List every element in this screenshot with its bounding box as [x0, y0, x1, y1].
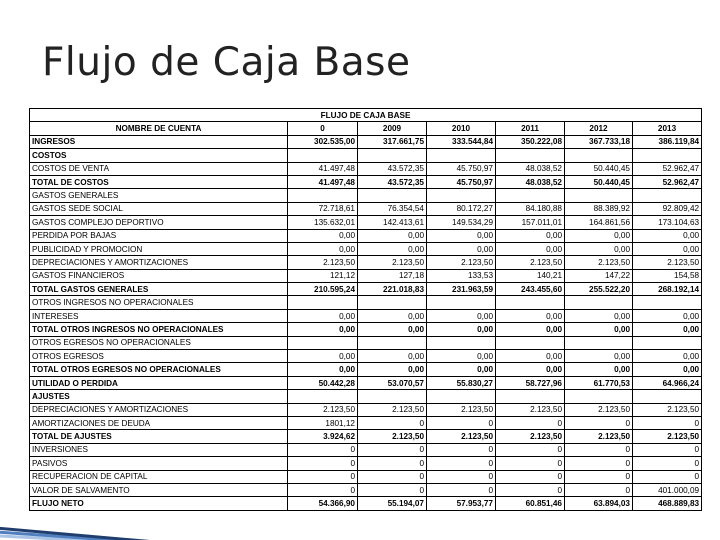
row-value: 2.123,50	[565, 256, 633, 269]
row-value: 386.119,84	[633, 135, 702, 148]
row-value: 2.123,50	[565, 403, 633, 416]
row-value: 0,00	[427, 350, 496, 363]
row-label: VALOR DE SALVAMENTO	[30, 483, 288, 496]
row-value: 173.104,63	[633, 216, 702, 229]
row-value: 54.366,90	[288, 497, 358, 510]
row-value: 50.440,45	[565, 162, 633, 175]
row-value: 48.038,52	[496, 162, 565, 175]
row-value: 0,00	[288, 309, 358, 322]
row-label: GASTOS SEDE SOCIAL	[30, 202, 288, 215]
row-value: 55.830,27	[427, 376, 496, 389]
row-value	[565, 390, 633, 403]
row-value: 0	[633, 443, 702, 456]
row-value: 0	[427, 443, 496, 456]
row-label: OTROS EGRESOS	[30, 350, 288, 363]
row-value: 0,00	[358, 363, 427, 376]
row-value: 84.180,88	[496, 202, 565, 215]
row-value	[565, 336, 633, 349]
table-row	[30, 470, 702, 483]
row-label: TOTAL DE COSTOS	[30, 175, 288, 188]
row-label: COSTOS	[30, 149, 288, 162]
row-label: AJUSTES	[30, 390, 288, 403]
row-value: 0,00	[633, 242, 702, 255]
row-value: 0	[427, 483, 496, 496]
row-value: 0	[288, 443, 358, 456]
row-value: 41.497,48	[288, 175, 358, 188]
row-value: 0	[565, 457, 633, 470]
table-row	[30, 256, 702, 269]
table-row	[30, 189, 702, 202]
row-value	[358, 390, 427, 403]
row-value: 48.038,52	[496, 175, 565, 188]
row-value: 0	[565, 443, 633, 456]
table-row	[30, 457, 702, 470]
row-value	[358, 149, 427, 162]
row-value: 0	[633, 470, 702, 483]
slide-title: Flujo de Caja Base	[42, 40, 411, 85]
row-value	[427, 336, 496, 349]
table-row	[30, 390, 702, 403]
table-body	[30, 135, 702, 510]
row-value: 2.123,50	[358, 430, 427, 443]
row-value: 72.718,61	[288, 202, 358, 215]
row-value	[565, 149, 633, 162]
row-value: 53.070,57	[358, 376, 427, 389]
row-value: 121,12	[288, 269, 358, 282]
table-row	[30, 323, 702, 336]
table-row	[30, 149, 702, 162]
row-value: 1801,12	[288, 416, 358, 429]
header-year-0: 0	[288, 122, 358, 135]
row-value: 0	[496, 443, 565, 456]
row-value	[633, 390, 702, 403]
row-value: 0	[288, 483, 358, 496]
row-label: OTROS INGRESOS NO OPERACIONALES	[30, 296, 288, 309]
row-value: 142.413,61	[358, 216, 427, 229]
header-account-name: NOMBRE DE CUENTA	[30, 122, 288, 135]
decorative-bottom-stripes	[0, 500, 720, 540]
row-value: 210.595,24	[288, 283, 358, 296]
row-value: 0	[427, 470, 496, 483]
row-value: 0,00	[565, 350, 633, 363]
row-value: 0,00	[496, 363, 565, 376]
row-value: 317.661,75	[358, 135, 427, 148]
row-label: TOTAL OTROS EGRESOS NO OPERACIONALES	[30, 363, 288, 376]
row-value	[288, 189, 358, 202]
row-label: OTROS EGRESOS NO OPERACIONALES	[30, 336, 288, 349]
table-row	[30, 216, 702, 229]
row-value	[288, 296, 358, 309]
row-value: 52.962,47	[633, 175, 702, 188]
row-value: 0,00	[358, 242, 427, 255]
row-value: 255.522,20	[565, 283, 633, 296]
table-caption: FLUJO DE CAJA BASE	[30, 109, 702, 122]
row-value: 0,00	[496, 350, 565, 363]
row-value: 0	[496, 483, 565, 496]
row-value: 2.123,50	[496, 256, 565, 269]
table-row	[30, 296, 702, 309]
table-row	[30, 202, 702, 215]
row-value: 0,00	[288, 323, 358, 336]
row-label: GASTOS FINANCIEROS	[30, 269, 288, 282]
row-value	[288, 149, 358, 162]
row-value: 0	[496, 457, 565, 470]
row-label: INGRESOS	[30, 135, 288, 148]
row-value: 221.018,83	[358, 283, 427, 296]
row-label: INVERSIONES	[30, 443, 288, 456]
row-label: COSTOS DE VENTA	[30, 162, 288, 175]
row-value: 0,00	[496, 229, 565, 242]
row-value	[358, 336, 427, 349]
row-value	[288, 336, 358, 349]
row-value: 0	[565, 416, 633, 429]
table-row	[30, 242, 702, 255]
row-value	[565, 296, 633, 309]
row-value: 2.123,50	[288, 403, 358, 416]
row-value: 2.123,50	[427, 403, 496, 416]
row-label: FLUJO NETO	[30, 497, 288, 510]
table-row	[30, 350, 702, 363]
row-value: 0,00	[427, 242, 496, 255]
row-value: 50.442,28	[288, 376, 358, 389]
row-value: 2.123,50	[633, 256, 702, 269]
row-value: 350.222,08	[496, 135, 565, 148]
row-value: 0,00	[565, 363, 633, 376]
row-value: 0	[288, 470, 358, 483]
header-year-2011: 2011	[496, 122, 565, 135]
row-value: 135.632,01	[288, 216, 358, 229]
row-value: 0	[358, 443, 427, 456]
row-value: 127,18	[358, 269, 427, 282]
row-label: PUBLICIDAD Y PROMOCION	[30, 242, 288, 255]
row-value: 0,00	[633, 350, 702, 363]
row-value: 2.123,50	[496, 403, 565, 416]
row-value	[496, 390, 565, 403]
table-row	[30, 162, 702, 175]
row-value: 92.809,42	[633, 202, 702, 215]
row-value: 0	[358, 416, 427, 429]
row-value: 88.389,92	[565, 202, 633, 215]
row-value: 268.192,14	[633, 283, 702, 296]
row-value: 0,00	[427, 309, 496, 322]
row-label: TOTAL OTROS INGRESOS NO OPERACIONALES	[30, 323, 288, 336]
row-value: 0	[565, 470, 633, 483]
table-row	[30, 430, 702, 443]
row-value: 0	[633, 416, 702, 429]
row-value	[496, 189, 565, 202]
row-value: 243.455,60	[496, 283, 565, 296]
row-label: PASIVOS	[30, 457, 288, 470]
row-value: 147,22	[565, 269, 633, 282]
row-value: 0,00	[427, 323, 496, 336]
row-value: 0	[358, 470, 427, 483]
row-value	[288, 390, 358, 403]
row-value: 140,21	[496, 269, 565, 282]
header-year-2009: 2009	[358, 122, 427, 135]
row-value	[358, 189, 427, 202]
row-value	[358, 296, 427, 309]
cash-flow-table	[29, 108, 702, 511]
row-value: 0	[633, 457, 702, 470]
row-value: 0,00	[288, 363, 358, 376]
row-value: 333.544,84	[427, 135, 496, 148]
table-row	[30, 403, 702, 416]
row-value: 0	[496, 470, 565, 483]
row-label: RECUPERACION DE CAPITAL	[30, 470, 288, 483]
row-value: 0,00	[288, 350, 358, 363]
row-value: 2.123,50	[633, 430, 702, 443]
row-value: 2.123,50	[496, 430, 565, 443]
row-value: 43.572,35	[358, 162, 427, 175]
row-value: 2.123,50	[358, 256, 427, 269]
row-value: 3.924,62	[288, 430, 358, 443]
row-value: 0,00	[358, 309, 427, 322]
row-value: 0,00	[565, 242, 633, 255]
row-value	[427, 189, 496, 202]
table-row	[30, 336, 702, 349]
row-value: 60.851,46	[496, 497, 565, 510]
row-value: 0,00	[288, 242, 358, 255]
row-value: 55.194,07	[358, 497, 427, 510]
table-row	[30, 483, 702, 496]
row-value: 52.962,47	[633, 162, 702, 175]
row-value: 64.966,24	[633, 376, 702, 389]
row-value: 0,00	[358, 350, 427, 363]
row-value	[496, 336, 565, 349]
row-value: 2.123,50	[288, 256, 358, 269]
row-value: 157.011,01	[496, 216, 565, 229]
row-value: 45.750,97	[427, 162, 496, 175]
row-label: TOTAL DE AJUSTES	[30, 430, 288, 443]
row-value: 0,00	[633, 363, 702, 376]
row-value: 0,00	[565, 323, 633, 336]
header-year-2013: 2013	[633, 122, 702, 135]
row-value: 0,00	[427, 229, 496, 242]
row-value	[633, 149, 702, 162]
table-row	[30, 135, 702, 148]
row-value: 61.770,53	[565, 376, 633, 389]
row-value: 0,00	[565, 229, 633, 242]
table-row	[30, 309, 702, 322]
row-label: AMORTIZACIONES DE DEUDA	[30, 416, 288, 429]
row-value: 0	[496, 416, 565, 429]
row-value: 2.123,50	[633, 403, 702, 416]
row-label: INTERESES	[30, 309, 288, 322]
row-label: DEPRECIACIONES Y AMORTIZACIONES	[30, 256, 288, 269]
table-row	[30, 443, 702, 456]
row-value	[427, 149, 496, 162]
table-row	[30, 175, 702, 188]
row-value: 57.953,77	[427, 497, 496, 510]
row-value: 231.963,59	[427, 283, 496, 296]
header-year-2012: 2012	[565, 122, 633, 135]
row-value: 133,53	[427, 269, 496, 282]
row-value: 76.354,54	[358, 202, 427, 215]
row-value: 0	[565, 483, 633, 496]
row-value: 0,00	[565, 309, 633, 322]
row-value: 0,00	[358, 229, 427, 242]
row-value: 154,58	[633, 269, 702, 282]
row-label: GASTOS GENERALES	[30, 189, 288, 202]
row-value: 45.750,97	[427, 175, 496, 188]
row-value: 367.733,18	[565, 135, 633, 148]
row-value: 0	[358, 457, 427, 470]
row-value	[496, 149, 565, 162]
row-value: 302.535,00	[288, 135, 358, 148]
table-row	[30, 376, 702, 389]
table-row	[30, 416, 702, 429]
row-value	[427, 296, 496, 309]
row-label: DEPRECIACIONES Y AMORTIZACIONES	[30, 403, 288, 416]
row-value: 2.123,50	[427, 430, 496, 443]
row-value: 164.861,56	[565, 216, 633, 229]
row-value: 0,00	[496, 309, 565, 322]
row-value: 0,00	[633, 323, 702, 336]
row-label: GASTOS COMPLEJO DEPORTIVO	[30, 216, 288, 229]
row-value	[427, 390, 496, 403]
row-value: 58.727,96	[496, 376, 565, 389]
row-value	[633, 336, 702, 349]
row-value: 50.440,45	[565, 175, 633, 188]
row-value: 0	[427, 457, 496, 470]
row-value: 2.123,50	[565, 430, 633, 443]
row-label: PERDIDA POR BAJAS	[30, 229, 288, 242]
row-value: 401.000,09	[633, 483, 702, 496]
row-value: 0,00	[633, 229, 702, 242]
row-value	[496, 296, 565, 309]
table-row	[30, 229, 702, 242]
row-label: UTILIDAD O PERDIDA	[30, 376, 288, 389]
row-value	[633, 189, 702, 202]
row-value: 43.572,35	[358, 175, 427, 188]
row-value: 468.889,83	[633, 497, 702, 510]
cash-flow-table-container	[29, 108, 701, 511]
row-value: 0,00	[288, 229, 358, 242]
row-value: 2.123,50	[427, 256, 496, 269]
row-value	[633, 296, 702, 309]
table-row	[30, 269, 702, 282]
row-value: 0,00	[633, 309, 702, 322]
row-value: 63.894,03	[565, 497, 633, 510]
row-value: 0,00	[496, 323, 565, 336]
table-header-row	[30, 122, 702, 135]
row-value: 0	[358, 483, 427, 496]
row-value: 80.172,27	[427, 202, 496, 215]
row-value: 149.534,29	[427, 216, 496, 229]
header-year-2010: 2010	[427, 122, 496, 135]
row-value: 0,00	[496, 242, 565, 255]
row-value	[565, 189, 633, 202]
row-label: TOTAL GASTOS GENERALES	[30, 283, 288, 296]
row-value: 0,00	[358, 323, 427, 336]
row-value: 2.123,50	[358, 403, 427, 416]
table-row	[30, 283, 702, 296]
row-value: 41.497,48	[288, 162, 358, 175]
row-value: 0	[427, 416, 496, 429]
table-row	[30, 363, 702, 376]
row-value: 0,00	[427, 363, 496, 376]
row-value: 0	[288, 457, 358, 470]
